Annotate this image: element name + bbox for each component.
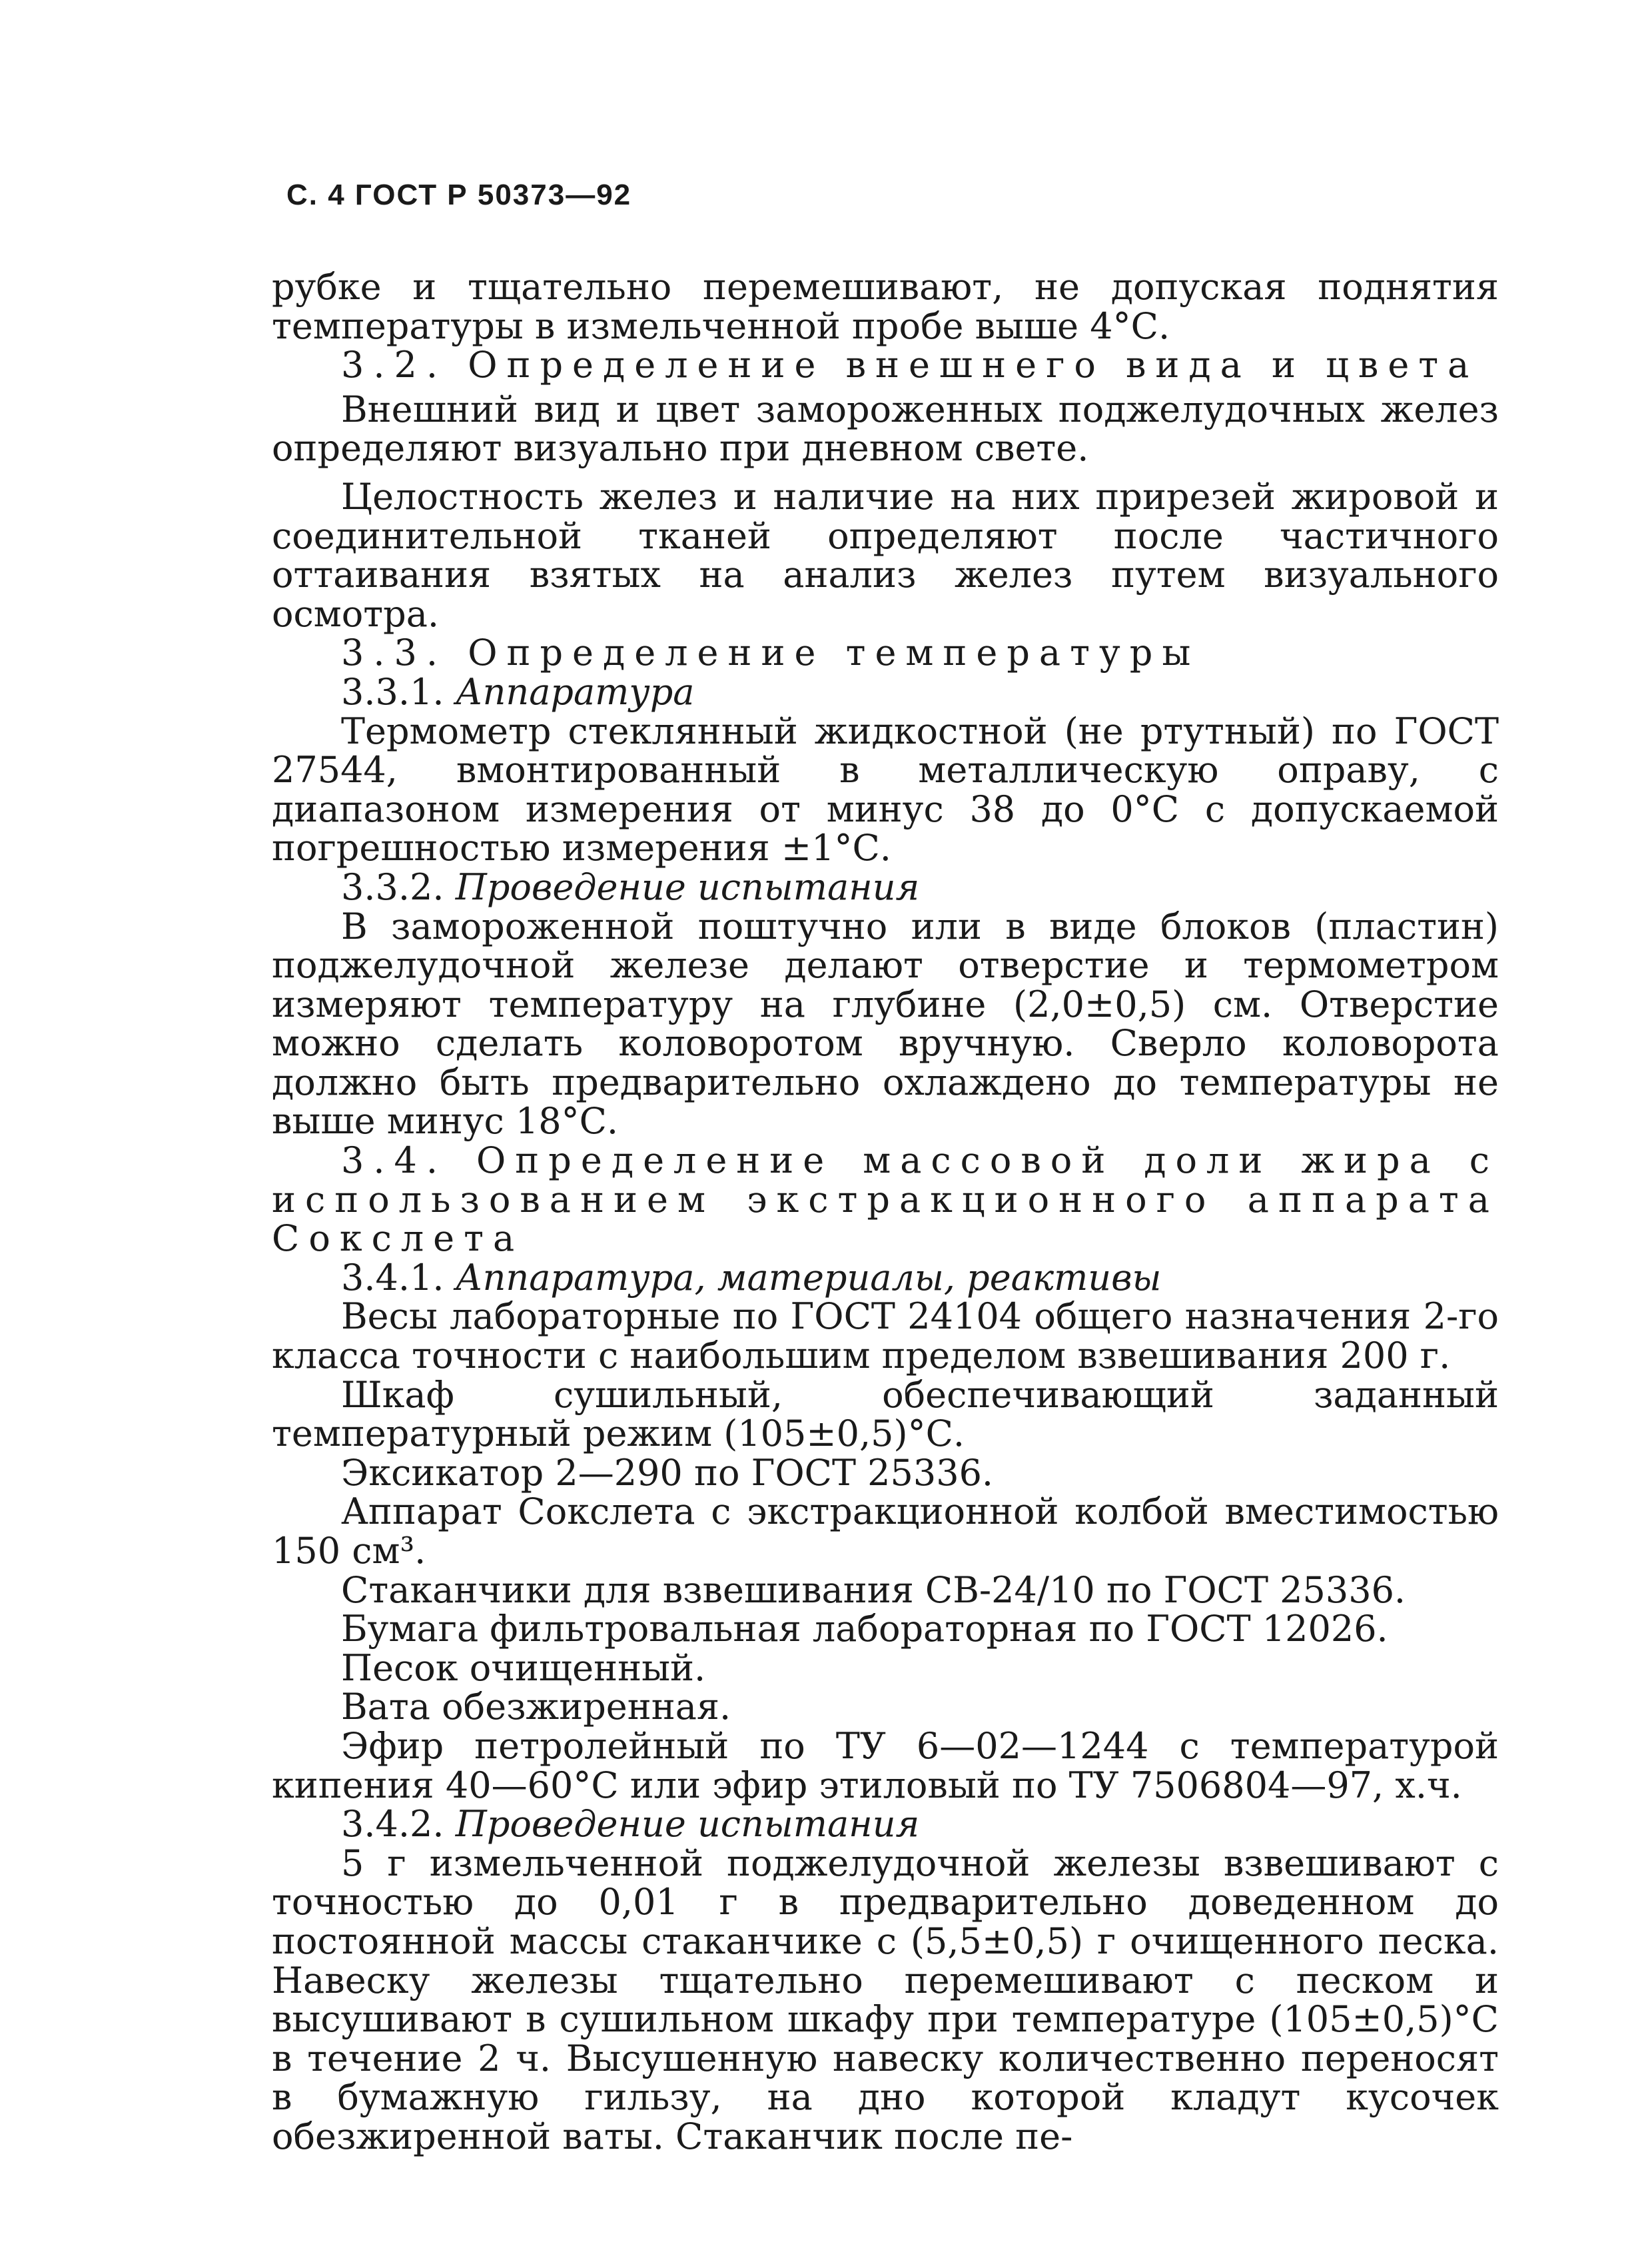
section-number: 3.4.2. [341, 1803, 444, 1846]
section-number: 3.3.1. [341, 670, 444, 713]
section-3-2-heading: 3.2. Определение внешнего вида и цвета [341, 344, 1479, 386]
list-item-weighing-cups: Стаканчики для взвешивания СВ-24/10 по ГОСТ 25336. [341, 1568, 1406, 1611]
section-3-4-heading: 3.4. Определение массовой доли жира с использованием экстракционного аппарата Сокслета [272, 1139, 1499, 1260]
list-item-ether: Эфир петролейный по ТУ 6—02—1244 с температурой кипения 40—60°С или эфир этиловый по ТУ 7506804—97, х.ч. [272, 1724, 1499, 1806]
list-item-sand: Песок очищенный. [341, 1646, 706, 1689]
section-3-3-1-paragraph: Термометр стеклянный жидкостной (не ртутный) по ГОСТ 27544, вмонтированный в металлическую оправу, с диапазоном измерения от минус 38 до 0°С с допускаемой погрешностью измерения ±1°С. [272, 710, 1499, 869]
section-3-4-1-heading [272, 1256, 1499, 1299]
section-title: Аппаратура, материалы, реактивы [455, 1256, 1162, 1299]
section-3-3-1-heading [272, 670, 1499, 713]
section-title: Проведение испытания [455, 1803, 920, 1846]
list-item-drying-cabinet: Шкаф сушильный, обеспечивающий заданный температурный режим (105±0,5)°С. [272, 1373, 1499, 1455]
section-3-3-heading: 3.3. Определение температуры [341, 632, 1200, 674]
section-3-2-paragraph-1: Внешний вид и цвет замороженных поджелудочных желез определяют визуально при дневном свете. [272, 388, 1499, 470]
section-3-3-2-heading [272, 865, 1499, 908]
section-number: 3.4.1. [341, 1256, 444, 1299]
paragraph-continuation: рубке и тщательно перемешивают, не допуская поднятия температуры в измельченной пробе выше 4°С. [272, 266, 1499, 347]
list-item-filter-paper: Бумага фильтровальная лабораторная по ГОСТ 12026. [341, 1608, 1388, 1650]
list-item-scales: Весы лабораторные по ГОСТ 24104 общего назначения 2-го класса точности с наибольшим пределом взвешивания 200 г. [272, 1295, 1499, 1377]
section-3-3-2-paragraph: В замороженной поштучно или в виде блоков (пластин) поджелудочной железе делают отверстие и термометром измеряют температуру на глубине (2,0±0,5) см. Отверстие можно сделать коловоротом вручную. Сверло коловорота должно быть предварительно охлаждено до температуры не выше минус 18°С. [272, 905, 1499, 1143]
section-title: Аппаратура [455, 670, 695, 713]
section-3-4-2-paragraph: 5 г измельченной поджелудочной железы взвешивают с точностью до 0,01 г в предварительно доведенном до постоянной массы стаканчике с (5,5±0,5) г очищенного песка. Навеску железы тщательно перемешивают с песком и высушивают в сушильном шкафу при температуре (105±0,5)°С в течение 2 ч. Высушенную навеску количественно переносят в бумажную гильзу, на дно которой кладут кусочек обезжиренной ваты. Стаканчик после пе- [272, 1842, 1499, 2157]
list-item-soxhlet-apparatus: Аппарат Сокслета с экстракционной колбой вместимостью 150 см³. [272, 1490, 1499, 1572]
running-header: С. 4 ГОСТ Р 50373—92 [286, 179, 632, 211]
section-title: Проведение испытания [455, 865, 920, 908]
section-3-4-2-heading [272, 1805, 1499, 1844]
section-3-2-paragraph-2: Целостность желез и наличие на них прирезей жировой и соединительной тканей определяют после частичного оттаивания взятых на анализ желез путем визуального осмотра. [272, 475, 1499, 635]
section-number: 3.3.2. [341, 865, 444, 908]
list-item-desiccator: Эксикатор 2—290 по ГОСТ 25336. [341, 1451, 994, 1494]
document-body [272, 268, 1499, 2157]
list-item-cotton-wool: Вата обезжиренная. [341, 1686, 731, 1728]
